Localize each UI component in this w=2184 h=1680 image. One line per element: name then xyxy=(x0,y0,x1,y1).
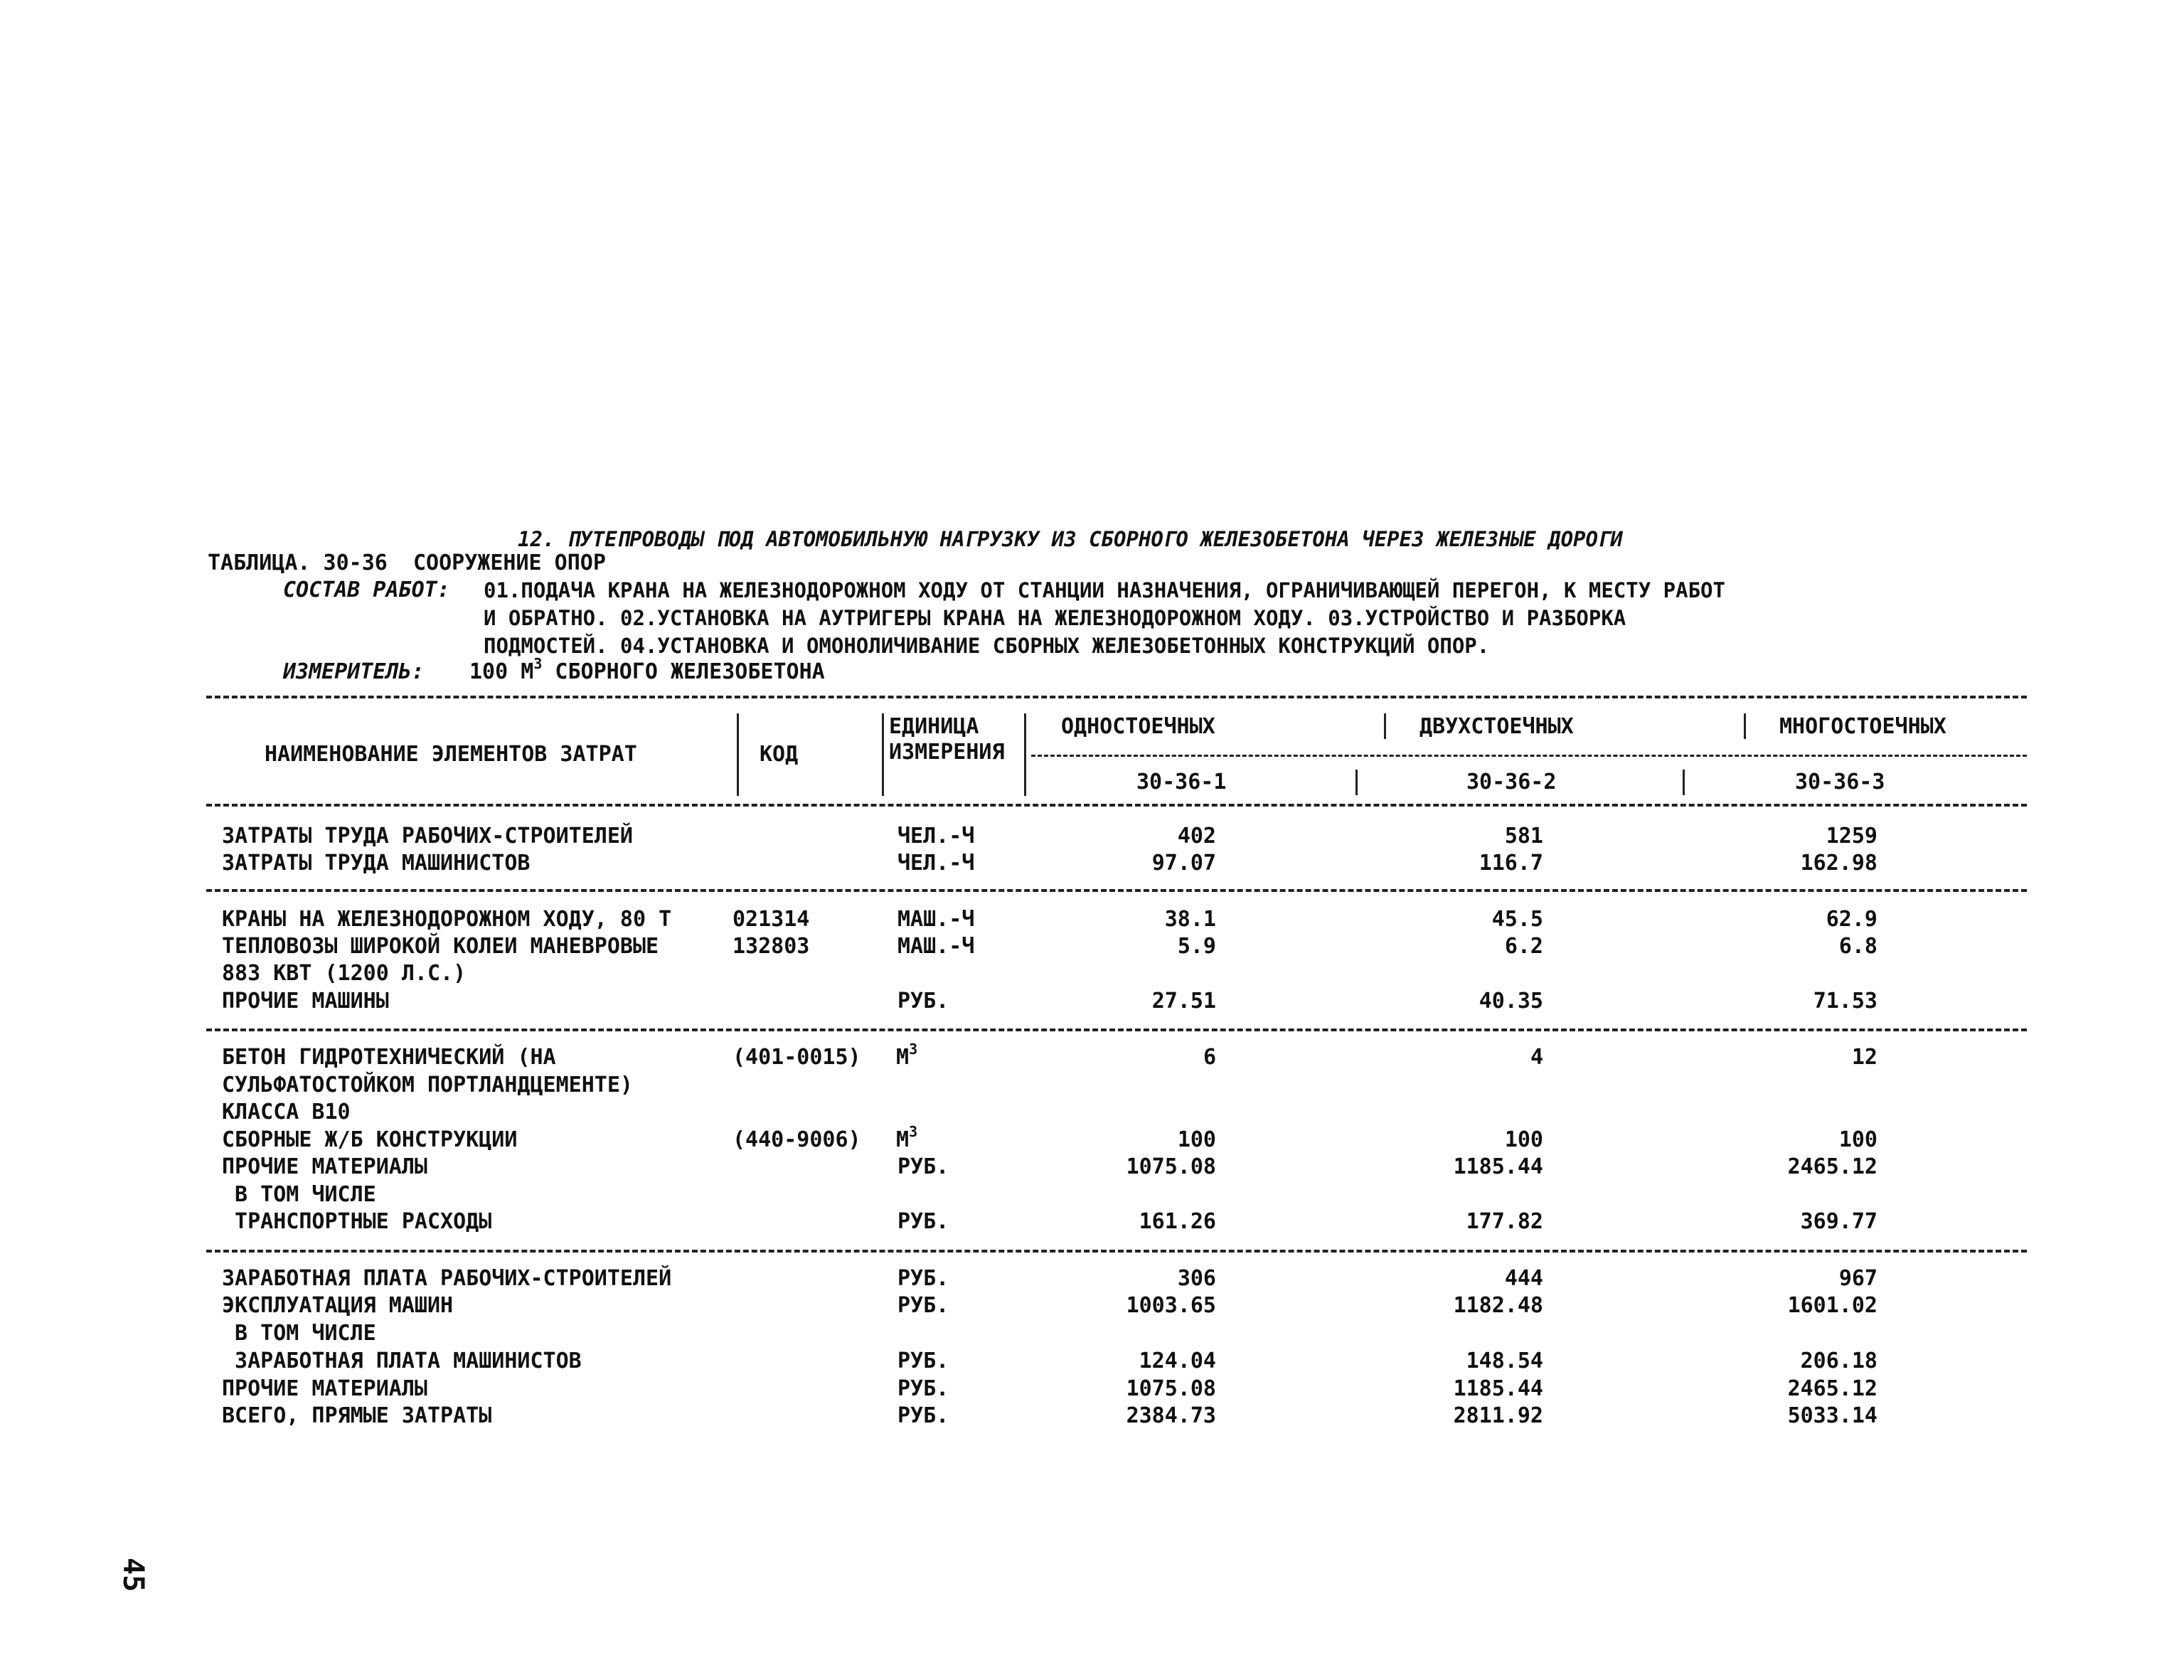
row-unit: РУБ. xyxy=(897,1376,949,1401)
col-name-header: НАИМЕНОВАНИЕ ЭЛЕМЕНТОВ ЗАТРАТ xyxy=(265,742,637,767)
row-value-1: 5.9 xyxy=(1177,934,1216,959)
row-name: ЗАРАБОТНАЯ ПЛАТА РАБОЧИХ-СТРОИТЕЛЕЙ xyxy=(222,1266,672,1291)
works-line-3: ПОДМОСТЕЙ. 04.УСТАНОВКА И ОМОНОЛИЧИВАНИЕ СБОРНЫХ ЖЕЛЕЗОБЕТОННЫХ КОНСТРУКЦИЙ ОПОР. xyxy=(484,634,1490,658)
row-value-2: 1185.44 xyxy=(1453,1154,1543,1179)
row-value-1: 124.04 xyxy=(1139,1349,1216,1373)
col-sep xyxy=(882,713,884,796)
row-unit: ЧЕЛ.-Ч xyxy=(897,824,975,849)
row-value-3: 2465.12 xyxy=(1787,1376,1877,1401)
row-name: ЭКСПЛУАТАЦИЯ МАШИН xyxy=(222,1293,454,1318)
row-name: ПРОЧИЕ МАШИНЫ xyxy=(222,989,389,1014)
row-unit: $М^3$ xyxy=(896,1041,918,1070)
group-header-1: ОДНОСТОЕЧНЫХ xyxy=(1061,714,1215,739)
row-value-3: 967 xyxy=(1838,1266,1877,1291)
row-name: ВСЕГО, ПРЯМЫЕ ЗАТРАТЫ xyxy=(222,1403,492,1428)
row-code: 021314 xyxy=(733,907,810,932)
row-value-1: 100 xyxy=(1177,1127,1216,1152)
row-code: (440-9006) xyxy=(733,1127,861,1152)
rule-header-mid xyxy=(1031,755,2027,757)
row-name: В ТОМ ЧИСЛЕ xyxy=(222,1321,376,1346)
works-line-1: 01.ПОДАЧА КРАНА НА ЖЕЛЕЗНОДОРОЖНОМ ХОДУ ОТ СТАНЦИИ НАЗНАЧЕНИЯ, ОГРАНИЧИВАЮЩЕЙ ПЕРЕГОН, К МЕСТУ РАБОТ xyxy=(484,578,1725,602)
row-value-1: 306 xyxy=(1177,1266,1216,1291)
row-unit: ЧЕЛ.-Ч xyxy=(897,851,975,876)
row-value-1: 1075.08 xyxy=(1126,1376,1216,1401)
rule-section-1 xyxy=(206,889,2027,892)
row-code: 132803 xyxy=(733,934,810,959)
works-line-2: И ОБРАТНО. 02.УСТАНОВКА НА АУТРИГЕРЫ КРАНА НА ЖЕЛЕЗНОДОРОЖНОМ ХОДУ. 03.УСТРОЙСТВО И РАЗБОРКА xyxy=(484,606,1626,630)
row-value-2: 148.54 xyxy=(1466,1349,1543,1373)
row-value-3: 62.9 xyxy=(1826,907,1877,932)
row-value-1: 27.51 xyxy=(1151,989,1216,1014)
row-name: СУЛЬФАТОСТОЙКОМ ПОРТЛАНДЦЕМЕНТЕ) xyxy=(222,1073,633,1097)
col-sep xyxy=(1355,770,1358,795)
row-value-2: 116.7 xyxy=(1479,851,1543,876)
row-value-3: 369.77 xyxy=(1800,1209,1877,1234)
row-value-3: 206.18 xyxy=(1800,1349,1877,1373)
row-value-3: 100 xyxy=(1838,1127,1877,1152)
rule-top xyxy=(206,696,2027,698)
col-sep xyxy=(1024,713,1026,796)
row-name: В ТОМ ЧИСЛЕ xyxy=(222,1182,376,1207)
row-value-2: 100 xyxy=(1504,1127,1543,1152)
row-value-1: 2384.73 xyxy=(1126,1403,1216,1428)
row-name: БЕТОН ГИДРОТЕХНИЧЕСКИЙ (НА xyxy=(222,1045,556,1070)
row-value-2: 4 xyxy=(1530,1045,1543,1070)
row-value-3: 162.98 xyxy=(1800,851,1877,876)
col-unit-header-1: ЕДИНИЦА xyxy=(889,714,979,739)
col-sep xyxy=(1744,713,1746,739)
row-value-2: 444 xyxy=(1504,1266,1543,1291)
row-value-3: 6.8 xyxy=(1838,934,1877,959)
row-name: 883 КВТ (1200 Л.С.) xyxy=(222,961,467,986)
row-name: ЗАТРАТЫ ТРУДА РАБОЧИХ-СТРОИТЕЛЕЙ xyxy=(222,824,633,849)
row-value-3: 1259 xyxy=(1826,824,1877,849)
row-name: ПРОЧИЕ МАТЕРИАЛЫ xyxy=(222,1154,427,1179)
col-code-header: КОД xyxy=(760,742,799,767)
row-name: ЗАТРАТЫ ТРУДА МАШИНИСТОВ xyxy=(222,851,531,876)
row-unit: $М^3$ xyxy=(896,1123,918,1152)
meter-label: ИЗМЕРИТЕЛЬ: xyxy=(283,659,425,684)
group-header-2: ДВУХСТОЕЧНЫХ xyxy=(1419,714,1574,739)
meter-value: 100 $М^3$ СБОРНОГО ЖЕЛЕЗОБЕТОНА xyxy=(469,655,825,684)
col-sep xyxy=(1384,713,1386,739)
works-label: СОСТАВ РАБОТ: xyxy=(283,578,450,602)
row-value-2: 1185.44 xyxy=(1453,1376,1543,1401)
col-unit-header-2: ИЗМЕРЕНИЯ xyxy=(889,740,1005,765)
row-value-1: 38.1 xyxy=(1164,907,1216,932)
rule-header-bottom xyxy=(206,804,2027,807)
row-value-2: 2811.92 xyxy=(1453,1403,1543,1428)
row-value-1: 97.07 xyxy=(1151,851,1216,876)
row-value-2: 177.82 xyxy=(1466,1209,1543,1234)
row-value-2: 1182.48 xyxy=(1453,1293,1543,1318)
row-name: КЛАССА В10 xyxy=(222,1100,351,1125)
col-code-1: 30-36-1 xyxy=(1136,770,1227,794)
page-number: 45 xyxy=(117,1558,149,1593)
row-value-2: 6.2 xyxy=(1504,934,1543,959)
row-value-3: 71.53 xyxy=(1813,989,1877,1014)
row-name: ЗАРАБОТНАЯ ПЛАТА МАШИНИСТОВ xyxy=(222,1349,582,1373)
col-sep xyxy=(737,713,739,796)
row-unit: РУБ. xyxy=(897,1293,949,1318)
row-value-3: 5033.14 xyxy=(1787,1403,1877,1428)
row-unit: РУБ. xyxy=(897,1266,949,1291)
rule-section-3 xyxy=(206,1250,2027,1253)
row-value-1: 6 xyxy=(1203,1045,1216,1070)
table-label: ТАБЛИЦА. 30-36 СООРУЖЕНИЕ ОПОР xyxy=(208,551,606,575)
row-value-1: 1075.08 xyxy=(1126,1154,1216,1179)
group-header-3: МНОГОСТОЕЧНЫХ xyxy=(1779,714,1946,739)
row-value-3: 12 xyxy=(1851,1045,1877,1070)
row-value-3: 2465.12 xyxy=(1787,1154,1877,1179)
row-unit: РУБ. xyxy=(897,1403,949,1428)
row-unit: МАШ.-Ч xyxy=(897,907,975,932)
rule-section-2 xyxy=(206,1028,2027,1031)
row-unit: РУБ. xyxy=(897,1154,949,1179)
section-title: 12. ПУТЕПРОВОДЫ ПОД АВТОМОБИЛЬНУЮ НАГРУЗКУ ИЗ СБОРНОГО ЖЕЛЕЗОБЕТОНА ЧЕРЕЗ ЖЕЛЕЗНЫЕ ДОРОГИ xyxy=(518,527,1623,551)
row-code: (401-0015) xyxy=(733,1045,861,1070)
row-name: ТЕПЛОВОЗЫ ШИРОКОЙ КОЛЕИ МАНЕВРОВЫЕ xyxy=(222,934,659,959)
row-value-1: 1003.65 xyxy=(1126,1293,1216,1318)
row-name: ТРАНСПОРТНЫЕ РАСХОДЫ xyxy=(222,1209,492,1234)
row-value-1: 161.26 xyxy=(1139,1209,1216,1234)
row-unit: МАШ.-Ч xyxy=(897,934,975,959)
row-value-3: 1601.02 xyxy=(1787,1293,1877,1318)
row-name: КРАНЫ НА ЖЕЛЕЗНОДОРОЖНОМ ХОДУ, 80 Т xyxy=(222,907,672,932)
row-name: ПРОЧИЕ МАТЕРИАЛЫ xyxy=(222,1376,427,1401)
col-code-2: 30-36-2 xyxy=(1466,770,1557,794)
row-value-2: 581 xyxy=(1504,824,1543,849)
row-unit: РУБ. xyxy=(897,1209,949,1234)
col-code-3: 30-36-3 xyxy=(1795,770,1885,794)
row-value-2: 45.5 xyxy=(1491,907,1543,932)
row-name: СБОРНЫЕ Ж/Б КОНСТРУКЦИИ xyxy=(222,1127,518,1152)
row-value-2: 40.35 xyxy=(1479,989,1543,1014)
row-unit: РУБ. xyxy=(897,1349,949,1373)
row-value-1: 402 xyxy=(1177,824,1216,849)
row-unit: РУБ. xyxy=(897,989,949,1014)
col-sep xyxy=(1683,770,1685,795)
